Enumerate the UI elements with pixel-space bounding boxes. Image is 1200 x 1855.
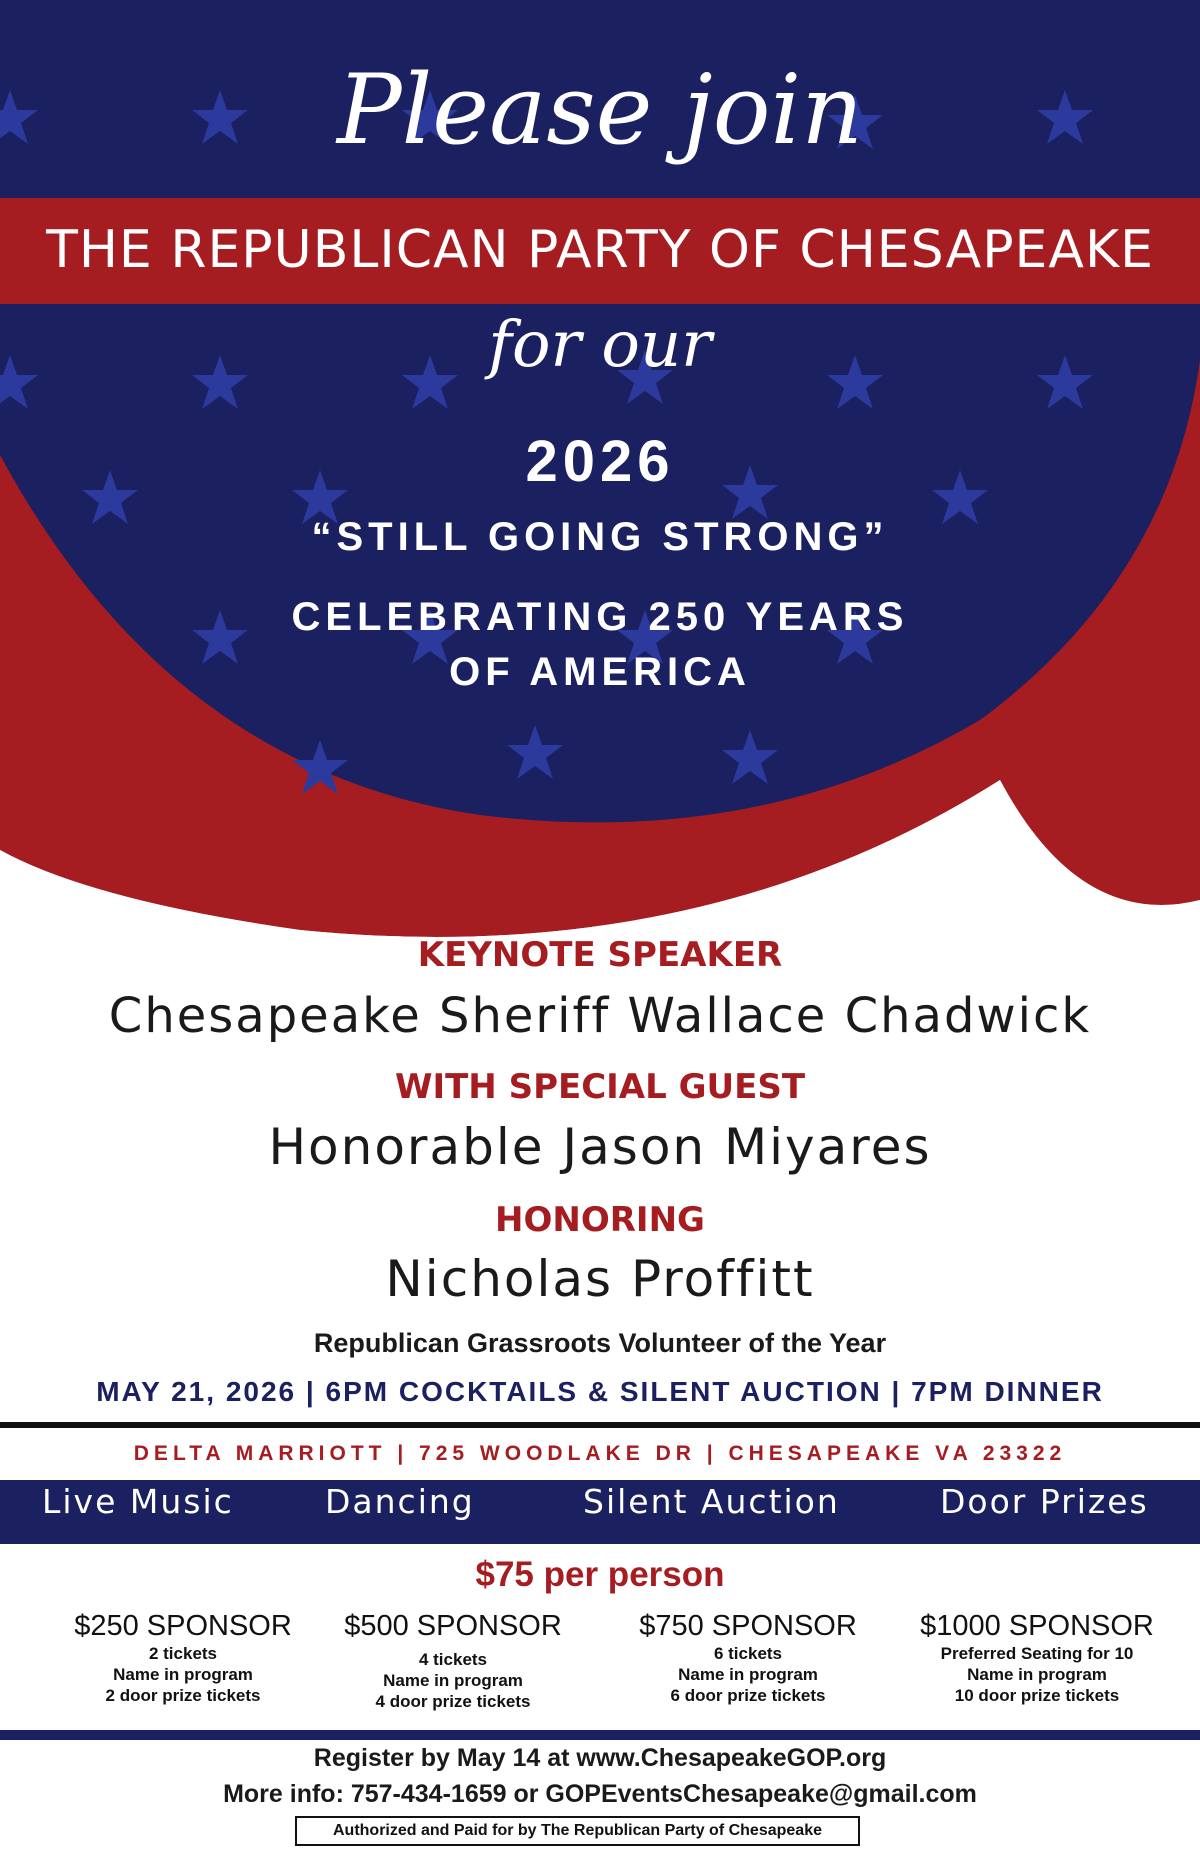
event-schedule: MAY 21, 2026 | 6PM COCKTAILS & SILENT AUCTION | 7PM DINNER (96, 1376, 1104, 1407)
sponsor-tier-750 (608, 1610, 888, 1706)
celebration-line-2: OF AMERICA (449, 650, 751, 694)
contact-line: More info: 757-434-1659 or GOPEventsChesapeake@gmail.com (223, 1780, 977, 1808)
disclaimer-box (295, 1816, 860, 1846)
register-line: Register by May 14 at www.ChesapeakeGOP.org (313, 1744, 887, 1772)
honoring-label: HONORING (495, 1200, 705, 1240)
footer-divider (0, 1730, 1200, 1740)
sponsor-title: $750 SPONSOR (639, 1610, 857, 1642)
guest-name: Honorable Jason Miyares (268, 1118, 932, 1176)
venue-line: DELTA MARRIOTT | 725 WOODLAKE DR | CHESAPEAKE VA 23322 (133, 1442, 1067, 1465)
sponsor-benefit: Name in program (967, 1665, 1107, 1684)
honoree-name: Nicholas Proffitt (385, 1250, 815, 1308)
sponsor-benefit: 2 door prize tickets (105, 1686, 261, 1705)
guest-label: WITH SPECIAL GUEST (394, 1067, 806, 1107)
feature-silent-auction: Silent Auction (583, 1482, 840, 1521)
sponsor-tier-250 (43, 1610, 323, 1706)
feature-dancing: Dancing (325, 1482, 475, 1521)
sponsor-title: $1000 SPONSOR (920, 1610, 1154, 1642)
sponsor-title: $250 SPONSOR (74, 1610, 292, 1642)
sponsor-benefit: 4 door prize tickets (375, 1692, 531, 1711)
sponsor-benefit: Name in program (678, 1665, 818, 1684)
sponsor-benefit: Name in program (383, 1671, 523, 1690)
feature-live-music: Live Music (42, 1482, 234, 1521)
sponsor-benefit: Name in program (113, 1665, 253, 1684)
theme-heading: “STILL GOING STRONG” (311, 515, 889, 559)
disclaimer-text: Authorized and Paid for by The Republican Party of Chesapeake (333, 1822, 822, 1839)
feature-door-prizes: Door Prizes (940, 1482, 1149, 1521)
keynote-label: KEYNOTE SPEAKER (417, 935, 783, 975)
price-line: $75 per person (475, 1555, 725, 1594)
organization-title: THE REPUBLICAN PARTY OF CHESAPEAKE (46, 220, 1154, 280)
honoree-title: Republican Grassroots Volunteer of the Year (313, 1328, 887, 1358)
sponsor-benefit: 2 tickets (148, 1644, 218, 1663)
sponsor-tier-500 (313, 1610, 593, 1712)
keynote-name: Chesapeake Sheriff Wallace Chadwick (108, 988, 1092, 1044)
sponsor-tier-1000 (897, 1610, 1177, 1706)
celebration-line-1: CELEBRATING 250 YEARS (291, 595, 909, 639)
sponsor-benefit: 4 tickets (418, 1650, 488, 1669)
sponsor-benefit: 10 door prize tickets (954, 1686, 1120, 1705)
year-heading: 2026 (525, 429, 675, 494)
divider-line (0, 1422, 1200, 1428)
sponsor-benefit: 6 door prize tickets (670, 1686, 826, 1705)
intro-script: Please join (336, 54, 864, 166)
sponsor-benefit: 6 tickets (713, 1644, 783, 1663)
sponsor-benefit: Preferred Seating for 10 (940, 1644, 1134, 1663)
connector-script: for our (488, 308, 712, 382)
sponsor-title: $500 SPONSOR (344, 1610, 562, 1642)
